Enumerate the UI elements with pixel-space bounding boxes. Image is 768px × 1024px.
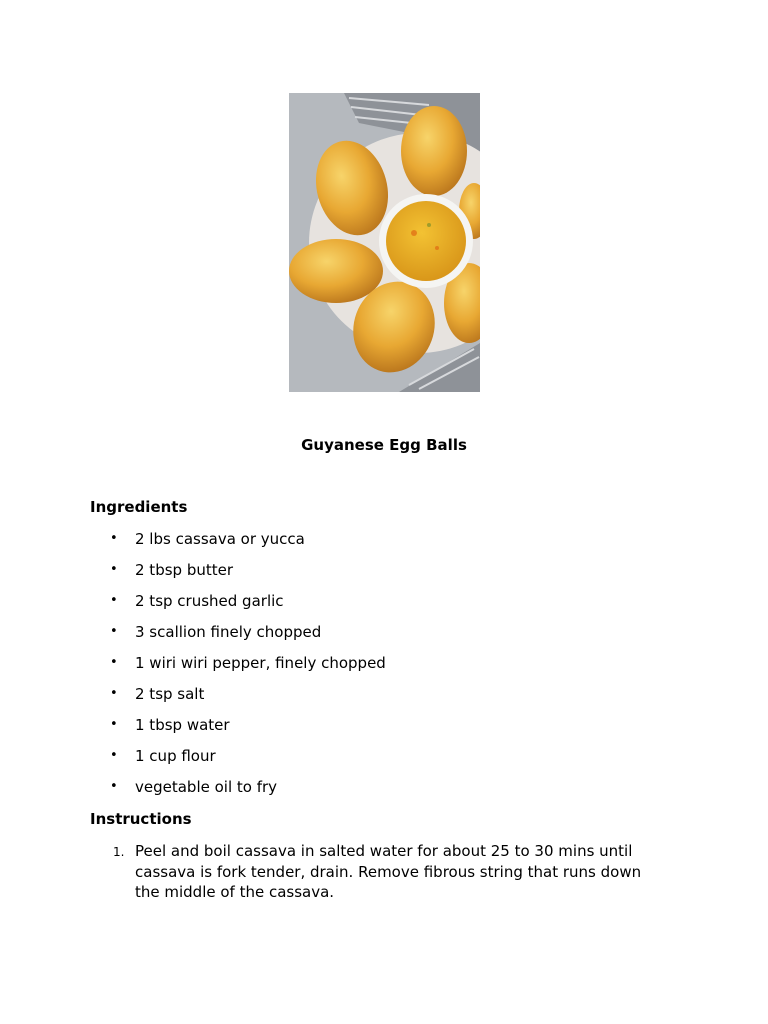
ingredients-heading: Ingredients [90,498,188,516]
ingredient-item: • 3 scallion finely chopped [110,623,322,641]
instructions-heading: Instructions [90,810,192,828]
bullet-icon: • [110,717,118,732]
instruction-step [90,841,670,903]
ingredient-item: • 2 tbsp butter [110,561,234,579]
ingredient-item: • 1 tbsp water [110,716,230,734]
bullet-icon: • [110,655,118,670]
instructions-list [90,841,670,903]
ingredients-list [90,529,386,808]
ingredient-item: • 2 lbs cassava or yucca [110,530,305,548]
ingredient-item: • 1 wiri wiri pepper, finely chopped [110,654,386,672]
step-text: Peel and boil cassava in salted water for about 25 to 30 mins until cassava is fork tender, drain. Remove fibrous string that runs down the middle of the cassava. [135,842,642,901]
bullet-icon: • [110,748,118,763]
bullet-icon: • [110,686,118,701]
ingredient-item: • vegetable oil to fry [110,778,278,796]
bullet-icon: • [110,779,118,794]
recipe-title: Guyanese Egg Balls [301,436,467,454]
bullet-icon: • [110,531,118,546]
ingredient-item: • 2 tsp salt [110,685,205,703]
ingredient-item: • 2 tsp crushed garlic [110,592,284,610]
ingredient-item: • 1 cup flour [110,747,216,765]
bullet-icon: • [110,562,118,577]
recipe-photo [289,93,480,392]
bullet-icon: • [110,593,118,608]
bullet-icon: • [110,624,118,639]
step-number: 1. [113,845,125,859]
